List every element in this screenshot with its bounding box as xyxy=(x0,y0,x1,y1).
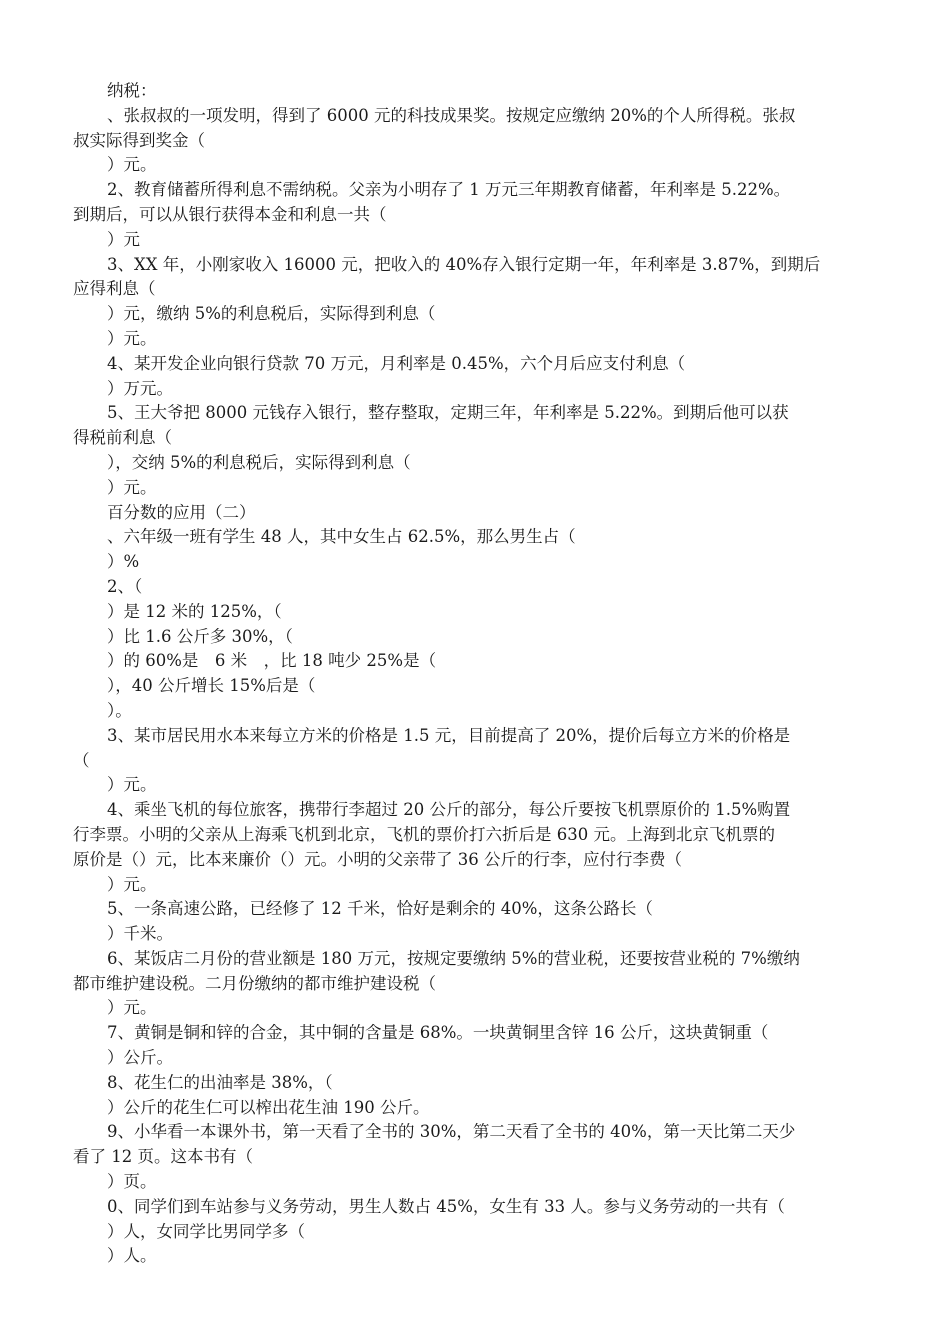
text-line: 9、小华看一本课外书，第一天看了全书的 30%，第二天看了全书的 40%，第一天比第二天少 xyxy=(107,1122,796,1142)
text-line: 0、同学们到车站参与义务劳动，男生人数占 45%，女生有 33 人。参与义务劳动的一共有（ xyxy=(107,1196,785,1216)
text-line: 叔实际得到奖金（ xyxy=(73,130,205,150)
text-line: 原价是（）元，比本来廉价（）元。小明的父亲带了 36 公斤的行李，应付行李费（ xyxy=(73,849,682,869)
text-line: 应得利息（ xyxy=(73,279,156,299)
text-line: ）千米。 xyxy=(107,924,173,944)
text-line: ）元。 xyxy=(107,874,157,894)
text-line: 都市维护建设税。二月份缴纳的都市维护建设税（ xyxy=(73,973,436,993)
text-line: 5、一条高速公路，已经修了 12 千米，恰好是剩余的 40%，这条公路长（ xyxy=(107,899,653,919)
text-line: 得税前利息（ xyxy=(73,428,172,448)
text-line: ）元。 xyxy=(107,477,157,497)
text-line: 行李票。小明的父亲从上海乘飞机到北京，飞机的票价打六折后是 630 元。上海到北京飞机票的 xyxy=(73,824,775,844)
text-line: ）公斤的花生仁可以榨出花生油 190 公斤。 xyxy=(107,1097,430,1117)
text-line: ），40 公斤增长 15%后是（ xyxy=(107,676,316,696)
text-line: 4、某开发企业向银行贷款 70 万元，月利率是 0.45%，六个月后应支付利息（ xyxy=(107,353,686,373)
text-line: 纳税： xyxy=(107,81,157,100)
text-line: ）公斤。 xyxy=(107,1048,173,1068)
text-line: 8、花生仁的出油率是 38%，（ xyxy=(107,1072,333,1092)
text-line: 2、（ xyxy=(107,576,143,596)
text-line: 、六年级一班有学生 48 人，其中女生占 62.5%，那么男生占（ xyxy=(107,527,576,547)
text-line: ）是 12 米的 125%，（ xyxy=(107,601,282,621)
text-line: 3、某市居民用水本来每立方米的价格是 1.5 元，目前提高了 20%，提价后每立方米的价格是 xyxy=(107,725,791,745)
text-line: ）万元。 xyxy=(107,378,173,398)
text-line: ）。 xyxy=(107,700,132,720)
text-line: ）的 60%是 6 米 ，比 18 吨少 25%是（ xyxy=(107,651,437,671)
text-line: ）元。 xyxy=(107,328,157,348)
text-line: 到期后，可以从银行获得本金和利息一共（ xyxy=(73,204,387,224)
text-line: ）人，女同学比男同学多（ xyxy=(107,1221,305,1241)
text-line: ）元。 xyxy=(107,775,157,795)
text-line: 3、XX 年，小刚家收入 16000 元，把收入的 40%存入银行定期一年，年利率是 3.87%，到期后 xyxy=(107,254,821,274)
text-line: ）元 xyxy=(107,229,140,249)
text-line: ）元，缴纳 5%的利息税后，实际得到利息（ xyxy=(107,304,436,324)
text-line: ）比 1.6 公斤多 30%，（ xyxy=(107,626,293,646)
text-line: 2、教育储蓄所得利息不需纳税。父亲为小明存了 1 万元三年期教育储蓄，年利率是 5.22%。 xyxy=(107,180,791,200)
document-body xyxy=(73,79,873,1269)
text-line: ）% xyxy=(107,552,140,572)
text-line: 百分数的应用（二） xyxy=(107,502,256,522)
text-line: （ xyxy=(73,750,90,770)
text-line: 6、某饭店二月份的营业额是 180 万元，按规定要缴纳 5%的营业税，还要按营业税的 7%缴纳 xyxy=(107,948,800,968)
text-line: ）人。 xyxy=(107,1246,157,1266)
text-line: 5、王大爷把 8000 元钱存入银行，整存整取，定期三年，年利率是 5.22%。到期后他可以获 xyxy=(107,403,789,423)
text-line: 4、乘坐飞机的每位旅客，携带行李超过 20 公斤的部分，每公斤要按飞机票原价的 1.5%购置 xyxy=(107,800,791,820)
text-line: 、张叔叔的一项发明，得到了 6000 元的科技成果奖。按规定应缴纳 20%的个人所得税。张叔 xyxy=(107,105,796,125)
text-line: ）页。 xyxy=(107,1172,157,1192)
text-line: ）元。 xyxy=(107,155,157,175)
text-line: 7、黄铜是铜和锌的合金，其中铜的含量是 68%。一块黄铜里含锌 16 公斤，这块黄铜重（ xyxy=(107,1023,769,1043)
text-line: ）元。 xyxy=(107,998,157,1018)
text-line: 看了 12 页。这本书有（ xyxy=(73,1147,253,1167)
text-line: ），交纳 5%的利息税后，实际得到利息（ xyxy=(107,452,411,472)
